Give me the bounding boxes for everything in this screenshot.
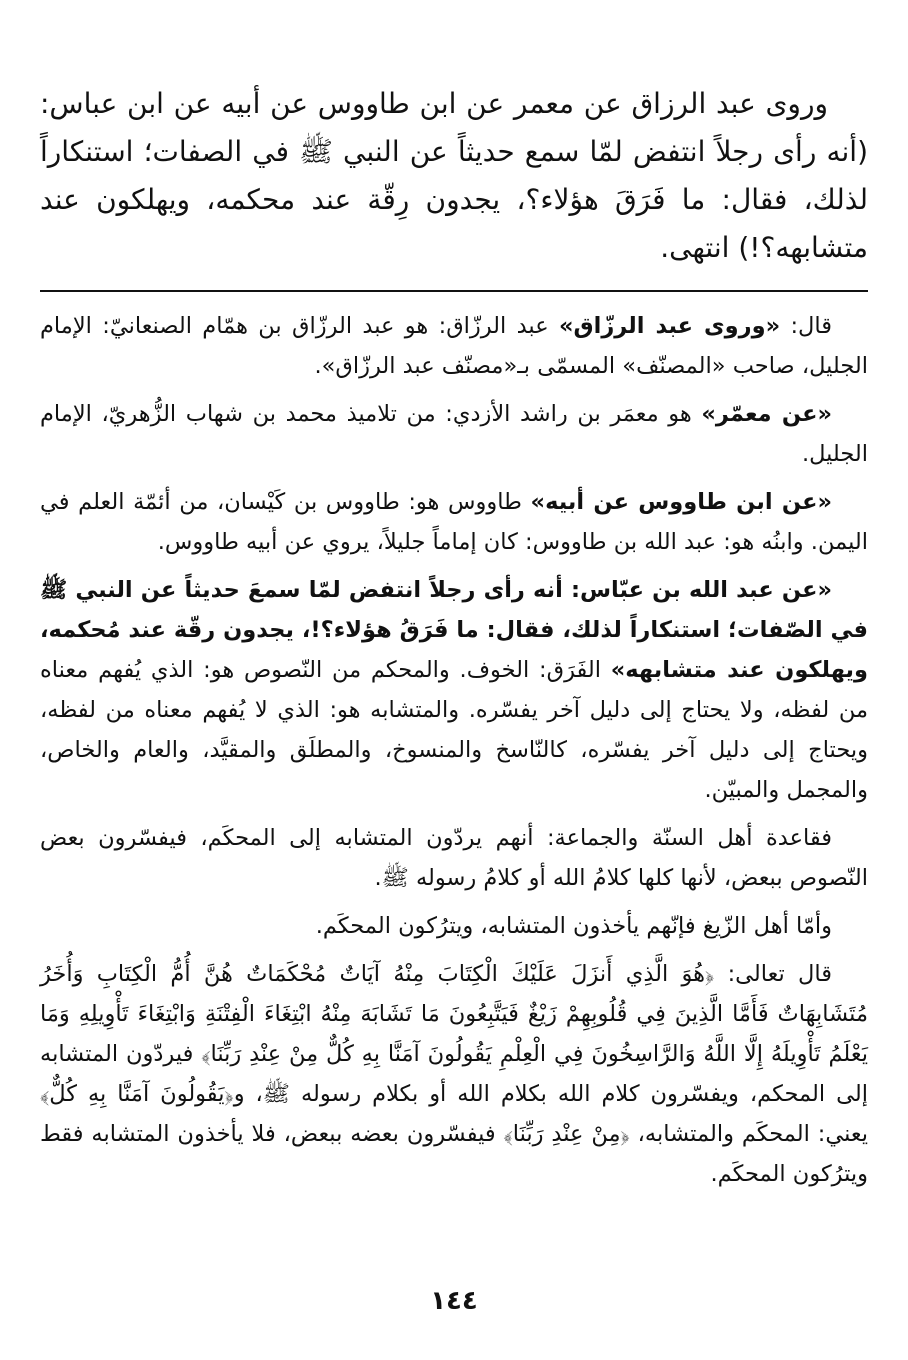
commentary-p2-rest: هو معمَر بن راشد الأزدي: من تلاميذ محمد بن شهاب الزُّهريّ، الإمام الجليل.	[40, 401, 868, 467]
commentary-paragraph-1	[40, 306, 868, 386]
commentary-p2-quote: «عن معمّر»	[701, 401, 832, 427]
document-page	[40, 80, 868, 1320]
commentary-p6-text: وأمّا أهل الزّيغ فإنّهم يأخذون المتشابه، ويترُكون المحكَم.	[315, 913, 832, 939]
main-text-body: وروى عبد الرزاق عن معمر عن ابن طاووس عن أبيه عن ابن عباس: (أنه رأى رجلاً انتفض لمّا سمع حديثاً عن النبي ﷺ في الصفات؛ استنكاراً لذلك، فقال: ما فَرَقَ هؤلاء؟، يجدون رِقّة عند محكمه، ويهلكون عند متشابهه؟!) انتهى.	[40, 87, 868, 264]
commentary-paragraph-3	[40, 482, 868, 562]
commentary-paragraph-2	[40, 394, 868, 474]
main-text	[40, 80, 868, 272]
commentary-paragraph-4	[40, 570, 868, 810]
commentary-p4-rest: الفَرَق: الخوف. والمحكم من النّصوص هو: الذي يُفهم معناه من لفظه، ولا يحتاج إلى دليل آخر يفسّره. والمتشابه هو: الذي لا يُفهم معناه من لفظه، ويحتاج إلى دليل آخر يفسّره، كالنّاسخ والمنسوخ، والمطلَق والمقيَّد، والعام والخاص، والمجمل والمبيّن.	[40, 657, 868, 803]
page-number: ١٤٤	[430, 1286, 478, 1316]
commentary-p5-text: فقاعدة أهل السنّة والجماعة: أنهم يردّون المتشابه إلى المحكَم، فيفسّرون بعض النّصوص ببعض، لأنها كلها كلامُ الله أو كلامُ رسوله ﷺ.	[40, 825, 868, 891]
commentary-p3-quote: «عن ابن طاووس عن أبيه»	[530, 489, 832, 515]
commentary-p3-rest: طاووس هو: طاووس بن كَيْسان، من أئمّة العلم في اليمن. وابنُه هو: عبد الله بن طاووس: كان إماماً جليلاً، يروي عن أبيه طاووس.	[40, 489, 868, 555]
commentary-p1-lead: قال:	[780, 313, 832, 339]
commentary-paragraph-6	[40, 906, 868, 946]
commentary-paragraph-7	[40, 954, 868, 1194]
footnote-divider	[40, 290, 868, 292]
commentary-p7-text: قال تعالى: ﴿هُوَ الَّذِي أَنزَلَ عَلَيْكَ الْكِتَابَ مِنْهُ آيَاتٌ مُحْكَمَاتٌ هُنَّ أُمُّ الْكِتَابِ وَأُخَرُ مُتَشَابِهَاتٌ فَأَمَّا الَّذِينَ فِي قُلُوبِهِمْ زَيْغٌ فَيَتَّبِعُونَ مَا تَشَابَهَ مِنْهُ ابْتِغَاءَ الْفِتْنَةِ وَابْتِغَاءَ تَأْوِيلِهِ وَمَا يَعْلَمُ تَأْوِيلَهُ إِلَّا اللَّهُ وَالرَّاسِخُونَ فِي الْعِلْمِ يَقُولُونَ آمَنَّا بِهِ كُلٌّ مِنْ عِنْدِ رَبِّنَا﴾ فيردّون المتشابه إلى المحكم، ويفسّرون كلام الله بكلام الله أو بكلام رسوله ﷺ، و﴿يَقُولُونَ آمَنَّا بِهِ كُلٌّ﴾ يعني: المحكَم والمتشابه، ﴿مِنْ عِنْدِ رَبِّنَا﴾ فيفسّرون بعضه ببعض، فلا يأخذون المتشابه فقط ويترُكون المحكَم.	[40, 961, 868, 1187]
commentary-p4-quote: «عن عبد الله بن عبّاس: أنه رأى رجلاً انتفض لمّا سمعَ حديثاً عن النبي ﷺ في الصّفات؛ استنكاراً لذلك، فقال: ما فَرَقُ هؤلاء؟!، يجدون رقّة عند مُحكمه، ويهلكون عند متشابهه»	[40, 577, 868, 683]
commentary-p1-rest: عبد الرزّاق: هو عبد الرزّاق بن همّام الصنعانيّ: الإمام الجليل، صاحب «المصنّف» المسمّى بـ«مصنّف عبد الرزّاق».	[40, 313, 868, 379]
commentary-paragraph-5	[40, 818, 868, 898]
commentary	[40, 306, 868, 1194]
commentary-p1-quote: «وروى عبد الرزّاق»	[558, 313, 781, 339]
